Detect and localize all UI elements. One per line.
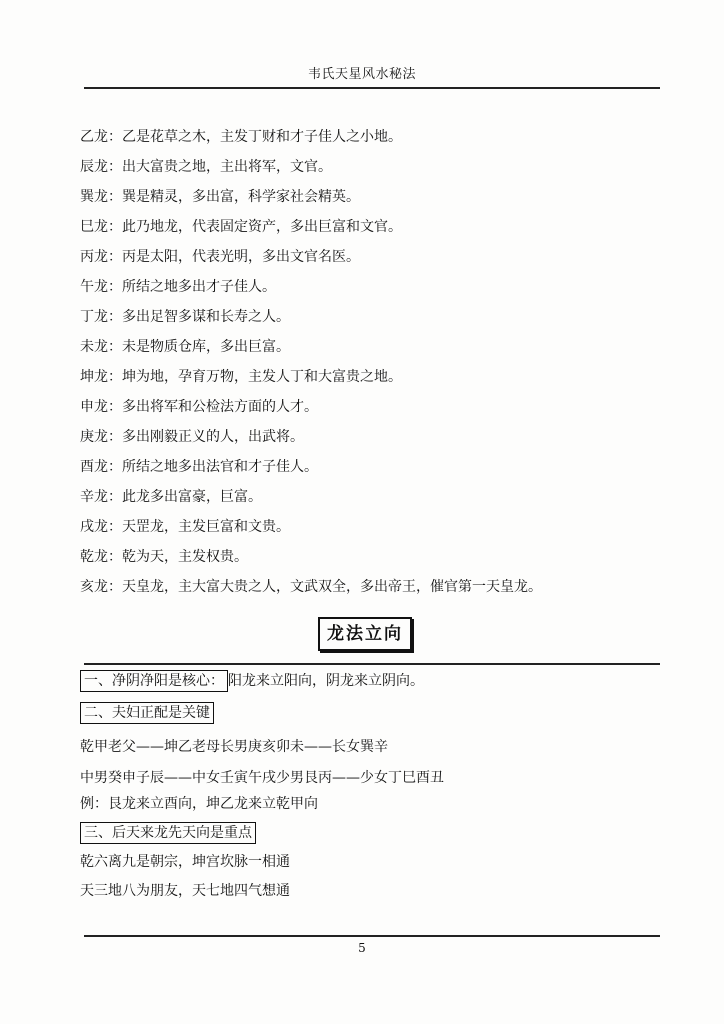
dragon-line: 巽龙：巽是精灵，多出富，科学家社会精英。: [80, 189, 360, 205]
dragon-line: 亥龙：天皇龙，主大富大贵之人，文武双全，多出帝王，催官第一天皇龙。: [80, 579, 542, 595]
pairing-line-2: 中男癸申子辰——中女壬寅午戌少男艮丙——少女丁巳酉丑: [80, 770, 444, 786]
dragon-line: 乙龙：乙是花草之木，主发丁财和才子佳人之小地。: [80, 129, 402, 145]
section-rule: [84, 663, 660, 665]
dragon-line: 庚龙：多出刚毅正义的人，出武将。: [80, 429, 304, 445]
principle-2: [80, 700, 214, 726]
principle-1-text: 阳龙来立阳向，阴龙来立阴向。: [228, 673, 424, 689]
dragon-line: 乾龙：乾为天，主发权贵。: [80, 549, 248, 565]
dragon-line: 丙龙：丙是太阳，代表光明，多出文官名医。: [80, 249, 360, 265]
page-number: 5: [358, 941, 366, 955]
footer-rule: [84, 935, 660, 937]
principle-3-heading: 三、后天来龙先天向是重点: [80, 822, 256, 844]
dragon-list: [80, 122, 680, 602]
pairing-line-1: 乾甲老父——坤乙老母长男庚亥卯未——长女巽辛: [80, 739, 388, 755]
principle-2-heading: 二、夫妇正配是关键: [80, 702, 214, 724]
dragon-line: 巳龙：此乃地龙，代表固定资产，多出巨富和文官。: [80, 219, 402, 235]
dragon-line: 丁龙：多出足智多谋和长寿之人。: [80, 309, 290, 325]
principle-3: [80, 820, 256, 846]
dragon-line: 辛龙：此龙多出富豪，巨富。: [80, 489, 262, 505]
dragon-line: 午龙：所结之地多出才子佳人。: [80, 279, 276, 295]
dragon-line: 酉龙：所结之地多出法官和才子佳人。: [80, 459, 318, 475]
verse-line-1: 乾六离九是朝宗，坤宫坎脉一相通: [80, 854, 290, 870]
section-title: 龙法立向: [318, 617, 412, 651]
dragon-line: 未龙：未是物质仓库，多出巨富。: [80, 339, 290, 355]
dragon-line: 申龙：多出将军和公检法方面的人才。: [80, 399, 318, 415]
example-line: 例：艮龙来立酉向，坤乙龙来立乾甲向: [80, 796, 318, 812]
principle-1-heading: 一、净阴净阳是核心：: [80, 670, 228, 692]
header-rule: [84, 87, 660, 89]
principle-1: [80, 668, 424, 694]
verse-line-2: 天三地八为朋友，天七地四气想通: [80, 883, 290, 899]
header-title: 韦氏天星风水秘法: [307, 67, 416, 82]
dragon-line: 辰龙：出大富贵之地，主出将军，文官。: [80, 159, 332, 175]
dragon-line: 戌龙：天罡龙，主发巨富和文贵。: [80, 519, 290, 535]
dragon-line: 坤龙：坤为地，孕育万物，主发人丁和大富贵之地。: [80, 369, 402, 385]
